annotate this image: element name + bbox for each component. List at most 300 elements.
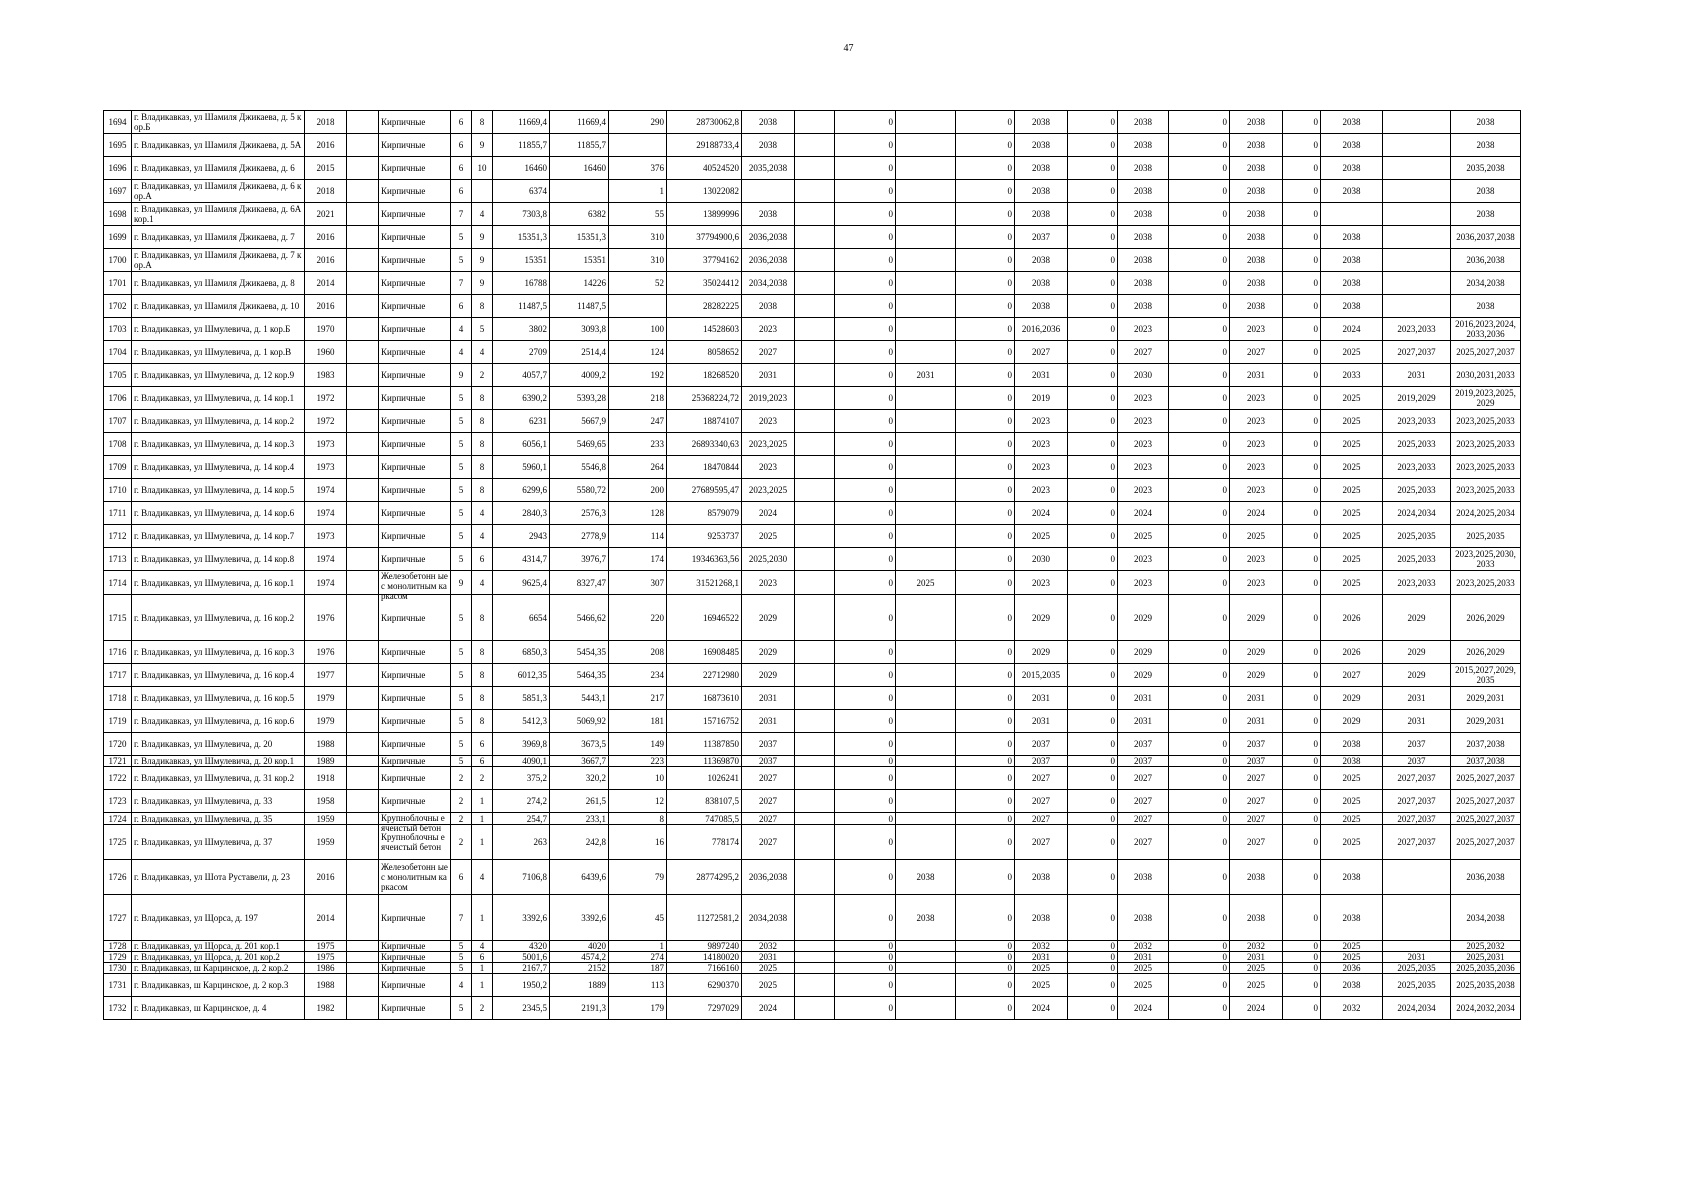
cell-text: г. Владикавказ, ул Шамиля Джикаева, д. 6А кор.1	[134, 204, 302, 224]
cell-repair-years	[742, 341, 795, 364]
cell-value-22	[1283, 456, 1321, 479]
cell-blank-col	[347, 525, 379, 548]
cell-text: 0	[888, 393, 893, 403]
cell-text: 7106,8	[522, 872, 547, 882]
cell-year-15	[896, 767, 956, 790]
cell-text: 2016	[316, 140, 335, 150]
cell-text: 8	[479, 416, 485, 426]
cell-text: 5	[458, 531, 464, 541]
cell-text: 2027	[759, 837, 777, 847]
cell-text: 0	[1110, 872, 1115, 882]
cell-text: 2032	[1342, 1003, 1361, 1013]
cell-text: 124	[650, 347, 664, 357]
cell-year-19	[1118, 134, 1169, 157]
cell-text: 0	[888, 278, 893, 288]
cell-text: г. Владикавказ, ул Шмулевича, д. 14 кор.1	[134, 393, 295, 403]
table-row	[104, 341, 1521, 364]
cell-repair-cost	[667, 479, 742, 502]
cell-text: 6299,6	[522, 485, 547, 495]
cell-text: 14180020	[703, 952, 739, 962]
cell-text: 1718	[108, 693, 127, 703]
cell-text: 2037	[1247, 756, 1265, 766]
cell-text: 1717	[108, 670, 127, 680]
cell-blank-col	[347, 790, 379, 813]
cell-repair-years	[742, 203, 795, 226]
cell-text: 2025	[1342, 508, 1361, 518]
cell-text: 2032	[1032, 941, 1050, 951]
cell-total-area	[493, 387, 550, 410]
cell-value-14	[835, 341, 896, 364]
cell-value-16	[956, 974, 1015, 997]
cell-text: 2016	[316, 872, 335, 882]
cell-text: 0	[1110, 186, 1115, 196]
cell-year-15	[896, 813, 956, 825]
cell-text: 1973	[316, 462, 335, 472]
cell-residents	[609, 433, 667, 456]
cell-text: 2038	[1134, 209, 1152, 219]
cell-text: 18874107	[703, 416, 739, 426]
cell-year-19	[1118, 364, 1169, 387]
cell-living-area	[550, 641, 609, 664]
cell-text: 0	[1007, 796, 1012, 806]
cell-total-area	[493, 963, 550, 974]
cell-living-area	[550, 941, 609, 952]
cell-text: 2027	[1134, 813, 1152, 824]
cell-text: 2027	[1032, 347, 1050, 357]
cell-year-23	[1321, 479, 1383, 502]
cell-text: 2029	[1134, 647, 1152, 657]
cell-text: 0	[1313, 209, 1318, 219]
cell-text: 2027	[1247, 837, 1265, 847]
cell-text: 2025	[1342, 554, 1361, 564]
cell-text: 2037,2038	[1466, 756, 1505, 766]
cell-text: 27689595,47	[691, 485, 739, 495]
cell-text: 0	[1222, 756, 1227, 766]
cell-col-13	[795, 157, 835, 180]
cell-year-15	[896, 111, 956, 134]
cell-entrances	[472, 963, 493, 974]
cell-text: 2038	[759, 301, 777, 311]
cell-text: 2019	[1032, 393, 1050, 403]
cell-repair-cost	[667, 664, 742, 687]
cell-year-19	[1118, 997, 1169, 1020]
cell-year-17	[1015, 456, 1068, 479]
cell-residents	[609, 364, 667, 387]
cell-value-14	[835, 941, 896, 952]
cell-repair-cost	[667, 963, 742, 974]
cell-text: 0	[1313, 837, 1318, 847]
cell-text: 0	[888, 117, 893, 127]
cell-text: г. Владикавказ, ул Шмулевича, д. 16 кор.6	[134, 716, 295, 726]
cell-address	[132, 710, 305, 733]
cell-text: 0	[888, 647, 893, 657]
cell-wall-material	[379, 502, 451, 525]
cell-year-19	[1118, 733, 1169, 756]
cell-text: 2037	[759, 739, 777, 749]
cell-living-area	[550, 756, 609, 767]
cell-living-area	[550, 272, 609, 295]
cell-year-23	[1321, 571, 1383, 595]
table-row	[104, 733, 1521, 756]
cell-year-23	[1321, 180, 1383, 203]
cell-year-15	[896, 433, 956, 456]
cell-years-24	[1383, 226, 1451, 249]
cell-text: 2031	[1134, 952, 1152, 962]
cell-years-total	[1451, 364, 1521, 387]
table-row	[104, 502, 1521, 525]
cell-text: 2038	[1342, 186, 1361, 196]
cell-total-area	[493, 997, 550, 1020]
cell-text: 2025,2035,2038	[1456, 980, 1515, 990]
cell-text: 1970	[316, 324, 335, 334]
cell-text: 2038	[1134, 232, 1152, 242]
cell-text: 0	[1313, 941, 1318, 951]
cell-text: 2025,2035	[1397, 531, 1436, 541]
cell-text: Кирпичные	[381, 416, 426, 426]
cell-residents	[609, 941, 667, 952]
cell-value-22	[1283, 664, 1321, 687]
cell-entrances	[472, 687, 493, 710]
cell-value-22	[1283, 767, 1321, 790]
cell-living-area	[550, 249, 609, 272]
cell-total-area	[493, 318, 550, 341]
cell-row-number	[104, 410, 132, 433]
cell-entrances	[472, 479, 493, 502]
cell-year-15	[896, 410, 956, 433]
cell-years-total	[1451, 387, 1521, 410]
cell-text: 1	[659, 941, 664, 951]
cell-repair-cost	[667, 456, 742, 479]
cell-text: 2025	[1247, 963, 1265, 973]
cell-blank-col	[347, 134, 379, 157]
table-row	[104, 813, 1521, 825]
cell-text: 0	[1222, 508, 1227, 518]
cell-text: 4057,7	[522, 370, 547, 380]
cell-text: 2018	[316, 186, 335, 196]
cell-repair-years	[742, 941, 795, 952]
cell-text: 0	[1222, 439, 1227, 449]
cell-years-total	[1451, 548, 1521, 571]
cell-text: 35024412	[703, 278, 739, 288]
cell-year-17	[1015, 111, 1068, 134]
cell-years-24	[1383, 502, 1451, 525]
cell-blank-col	[347, 387, 379, 410]
cell-text: 2014	[316, 912, 335, 923]
cell-value-14	[835, 813, 896, 825]
cell-years-total	[1451, 525, 1521, 548]
cell-wall-material	[379, 433, 451, 456]
cell-total-area	[493, 790, 550, 813]
cell-text: 2025,2032	[1466, 941, 1505, 951]
cell-repair-cost	[667, 687, 742, 710]
cell-text: 2037	[1134, 756, 1152, 766]
cell-text: 0	[1110, 416, 1115, 426]
cell-text: г. Владикавказ, ш Карцинское, д. 2 кор.2	[134, 963, 289, 973]
cell-row-number	[104, 895, 132, 941]
cell-text: Кирпичные	[381, 255, 426, 265]
cell-text: 3673,5	[581, 739, 606, 749]
cell-wall-material	[379, 595, 451, 641]
cell-text: 2029	[1032, 647, 1050, 657]
table-row	[104, 595, 1521, 641]
cell-floors	[451, 502, 472, 525]
cell-text: 2038	[1247, 872, 1265, 882]
cell-text: 2034,2038	[1466, 278, 1505, 288]
cell-text: 1727	[108, 912, 127, 923]
cell-text: 2037	[1407, 756, 1426, 766]
cell-year-17	[1015, 341, 1068, 364]
cell-year-23	[1321, 974, 1383, 997]
cell-row-number	[104, 710, 132, 733]
cell-text: 2025,2031	[1466, 952, 1505, 962]
page-number: 47	[843, 43, 854, 54]
cell-year-23	[1321, 963, 1383, 974]
cell-text: 2025,2035,2036	[1456, 963, 1515, 973]
cell-address	[132, 341, 305, 364]
cell-address	[132, 364, 305, 387]
cell-wall-material	[379, 664, 451, 687]
cell-col-13	[795, 226, 835, 249]
cell-text: 0	[1110, 255, 1115, 265]
cell-value-16	[956, 157, 1015, 180]
cell-text: 2031	[1407, 693, 1426, 703]
cell-year-built	[305, 525, 347, 548]
cell-text: 6	[479, 756, 485, 766]
cell-text: 2038	[1134, 163, 1152, 173]
cell-text: 1704	[108, 347, 127, 357]
cell-value-22	[1283, 813, 1321, 825]
cell-year-19	[1118, 756, 1169, 767]
cell-text: 2038	[1032, 872, 1050, 882]
cell-text: 2023	[1134, 462, 1152, 472]
cell-value-20	[1169, 952, 1230, 963]
cell-row-number	[104, 767, 132, 790]
cell-year-21	[1230, 997, 1283, 1020]
cell-year-23	[1321, 387, 1383, 410]
cell-year-built	[305, 226, 347, 249]
cell-text: 2025	[1342, 347, 1361, 357]
cell-year-15	[896, 387, 956, 410]
cell-text: 2025	[1247, 531, 1265, 541]
table-row	[104, 548, 1521, 571]
cell-col-13	[795, 111, 835, 134]
cell-value-16	[956, 825, 1015, 860]
cell-wall-material	[379, 710, 451, 733]
cell-living-area	[550, 571, 609, 595]
cell-text: 2029,2031	[1466, 716, 1505, 726]
cell-year-23	[1321, 272, 1383, 295]
cell-living-area	[550, 664, 609, 687]
cell-text: Кирпичные	[381, 1003, 426, 1013]
cell-years-24	[1383, 180, 1451, 203]
cell-row-number	[104, 825, 132, 860]
cell-floors	[451, 813, 472, 825]
cell-text: 0	[1007, 693, 1012, 703]
cell-text: 0	[1222, 393, 1227, 403]
cell-residents	[609, 641, 667, 664]
cell-year-23	[1321, 203, 1383, 226]
cell-wall-material	[379, 479, 451, 502]
cell-text: г. Владикавказ, ул Шмулевича, д. 14 кор.4	[134, 462, 295, 472]
cell-col-13	[795, 860, 835, 895]
cell-text: 2023,2025,2030, 2033	[1455, 549, 1516, 569]
cell-text: 0	[1222, 963, 1227, 973]
cell-value-16	[956, 272, 1015, 295]
cell-text: 2030	[1134, 370, 1152, 380]
cell-repair-cost	[667, 767, 742, 790]
cell-entrances	[472, 548, 493, 571]
cell-text: 2025,2033	[1397, 439, 1436, 449]
cell-text: г. Владикавказ, ул Шамиля Джикаева, д. 7 кор.А	[134, 250, 302, 270]
cell-year-built	[305, 272, 347, 295]
cell-text: 2023,2025,2033	[1456, 462, 1515, 472]
cell-year-17	[1015, 767, 1068, 790]
cell-living-area	[550, 157, 609, 180]
cell-years-total	[1451, 203, 1521, 226]
cell-text: 2037	[1032, 739, 1050, 749]
cell-value-16	[956, 134, 1015, 157]
cell-text: Кирпичные	[381, 485, 426, 495]
cell-text: 0	[888, 531, 893, 541]
cell-wall-material	[379, 111, 451, 134]
cell-blank-col	[347, 963, 379, 974]
cell-blank-col	[347, 813, 379, 825]
cell-living-area	[550, 963, 609, 974]
cell-text: 4009,2	[581, 370, 606, 380]
cell-year-17	[1015, 410, 1068, 433]
cell-col-13	[795, 710, 835, 733]
cell-floors	[451, 895, 472, 941]
cell-residents	[609, 756, 667, 767]
cell-text: 0	[888, 485, 893, 495]
cell-text: 2023	[1032, 439, 1050, 449]
cell-year-23	[1321, 226, 1383, 249]
cell-text: 2038	[1247, 912, 1265, 923]
cell-entrances	[472, 710, 493, 733]
cell-value-18	[1068, 756, 1118, 767]
cell-text: 0	[1110, 140, 1115, 150]
cell-years-total	[1451, 272, 1521, 295]
cell-text: 2027	[1342, 670, 1361, 680]
cell-text: 2025	[1342, 439, 1361, 449]
cell-text: 5	[458, 462, 464, 472]
cell-text: 1977	[316, 670, 335, 680]
cell-text: 0	[1313, 301, 1318, 311]
cell-text: 2037	[759, 756, 777, 766]
cell-year-15	[896, 203, 956, 226]
cell-text: 320,2	[585, 773, 606, 783]
cell-total-area	[493, 710, 550, 733]
table-row	[104, 664, 1521, 687]
cell-text: 2038	[916, 872, 935, 882]
cell-years-24	[1383, 479, 1451, 502]
cell-blank-col	[347, 733, 379, 756]
cell-residents	[609, 456, 667, 479]
cell-entrances	[472, 941, 493, 952]
cell-residents	[609, 318, 667, 341]
cell-value-16	[956, 341, 1015, 364]
cell-row-number	[104, 203, 132, 226]
cell-text: 1	[659, 186, 664, 196]
cell-repair-cost	[667, 595, 742, 641]
cell-year-15	[896, 226, 956, 249]
cell-repair-years	[742, 571, 795, 595]
cell-text: 5	[458, 416, 464, 426]
cell-value-16	[956, 595, 1015, 641]
cell-text: 0	[1222, 416, 1227, 426]
cell-floors	[451, 952, 472, 963]
cell-year-23	[1321, 813, 1383, 825]
cell-entrances	[472, 249, 493, 272]
cell-address	[132, 272, 305, 295]
cell-residents	[609, 952, 667, 963]
cell-text: 2025	[1342, 393, 1361, 403]
cell-text: Кирпичные	[381, 508, 426, 518]
cell-text: 5469,65	[576, 439, 606, 449]
cell-repair-cost	[667, 111, 742, 134]
cell-year-17	[1015, 641, 1068, 664]
cell-text: 2023	[1247, 393, 1265, 403]
cell-text: 2029	[1134, 670, 1152, 680]
cell-text: 2016	[316, 232, 335, 242]
cell-text: 2025	[759, 980, 777, 990]
cell-year-17	[1015, 157, 1068, 180]
cell-value-20	[1169, 479, 1230, 502]
cell-year-19	[1118, 180, 1169, 203]
cell-text: 0	[1313, 756, 1318, 766]
cell-text: 2015,2027,2029, 2035	[1455, 665, 1516, 685]
cell-blank-col	[347, 318, 379, 341]
cell-text: 0	[888, 140, 893, 150]
cell-text: 2035,2038	[1466, 163, 1505, 173]
cell-living-area	[550, 318, 609, 341]
cell-text: 2037	[1247, 739, 1265, 749]
table-row	[104, 641, 1521, 664]
table-row	[104, 157, 1521, 180]
cell-text: 5	[458, 693, 464, 703]
cell-text: 0	[1110, 439, 1115, 449]
cell-total-area	[493, 341, 550, 364]
cell-text: 2025	[1342, 773, 1361, 783]
cell-row-number	[104, 525, 132, 548]
cell-year-17	[1015, 756, 1068, 767]
cell-year-15	[896, 687, 956, 710]
cell-value-20	[1169, 997, 1230, 1020]
cell-text: 0	[1007, 912, 1012, 923]
cell-year-23	[1321, 895, 1383, 941]
cell-wall-material	[379, 203, 451, 226]
cell-value-20	[1169, 733, 1230, 756]
cell-text: 2038	[1342, 278, 1361, 288]
cell-value-16	[956, 571, 1015, 595]
cell-entrances	[472, 318, 493, 341]
cell-text: 2016,2036	[1021, 324, 1061, 334]
cell-wall-material	[379, 860, 451, 895]
cell-year-19	[1118, 571, 1169, 595]
cell-entrances	[472, 364, 493, 387]
cell-text: 2038	[1032, 140, 1050, 150]
cell-year-21	[1230, 525, 1283, 548]
table-row	[104, 571, 1521, 595]
cell-text: Железобетонн ые с монолитным каркасом	[381, 571, 448, 601]
cell-text: 5069,92	[576, 716, 606, 726]
cell-year-21	[1230, 963, 1283, 974]
cell-row-number	[104, 502, 132, 525]
cell-floors	[451, 756, 472, 767]
cell-text: 0	[1313, 439, 1318, 449]
cell-residents	[609, 387, 667, 410]
cell-wall-material	[379, 387, 451, 410]
